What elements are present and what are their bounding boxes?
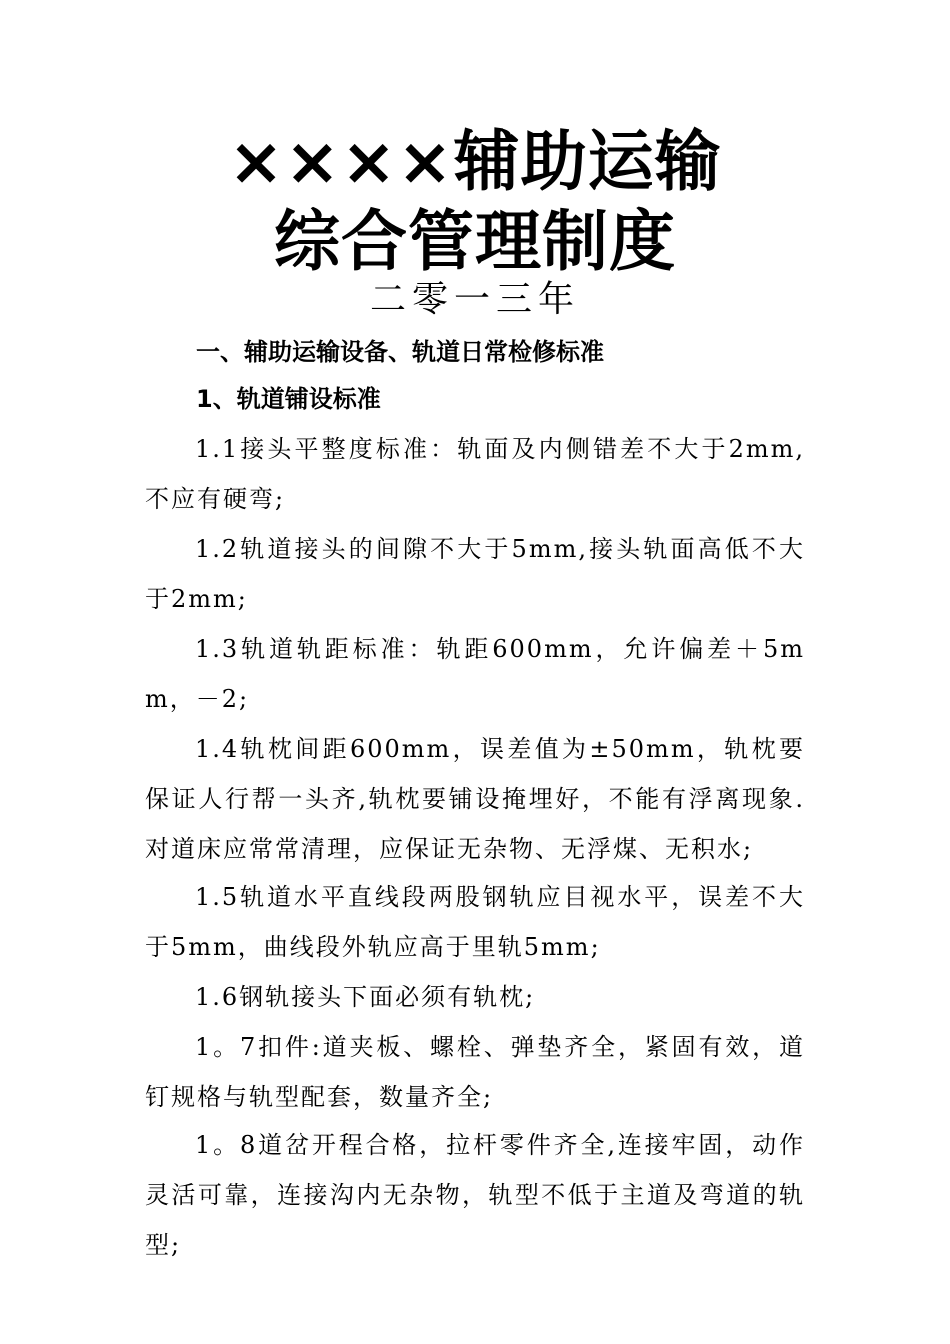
document-title-line-1: ××××辅助运输 — [228, 123, 722, 200]
document-title-line-2: 综合管理制度 — [274, 203, 676, 280]
paragraph-1-2: 1.2轨道接头的间隙不大于5mm,接头轨面高低不大于2mm; — [145, 535, 805, 613]
paragraph-1-7: 1。7扣件:道夹板、螺栓、弹垫齐全，紧固有效，道钉规格与轨型配套，数量齐全; — [145, 1033, 805, 1111]
paragraph-1-1: 1.1接头平整度标准：轨面及内侧错差不大于2mm,不应有硬弯; — [145, 435, 805, 513]
paragraph-1-5: 1.5轨道水平直线段两股钢轨应目视水平，误差不大于5mm，曲线段外轨应高于里轨5mm; — [145, 883, 805, 961]
section-heading: 一、辅助运输设备、轨道日常检修标准 — [196, 338, 604, 366]
paragraph-1-3: 1.3轨道轨距标准：轨距600mm，允许偏差＋5mm，－2; — [145, 635, 805, 713]
paragraph-1-6: 1.6钢轨接头下面必须有轨枕; — [195, 983, 536, 1011]
paragraph-1-4: 1.4轨枕间距600mm，误差值为±50mm，轨枕要保证人行帮一头齐,轨枕要铺设掩埋好，不能有浮离现象.对道床应常常清理，应保证无杂物、无浮煤、无积水; — [145, 735, 805, 863]
paragraph-1-8: 1。8道岔开程合格，拉杆零件齐全,连接牢固，动作灵活可靠，连接沟内无杂物，轨型不低于主道及弯道的轨型; — [145, 1131, 805, 1259]
subsection-heading: 1、轨道铺设标准 — [196, 385, 381, 413]
document-year: 二零一三年 — [369, 279, 580, 320]
